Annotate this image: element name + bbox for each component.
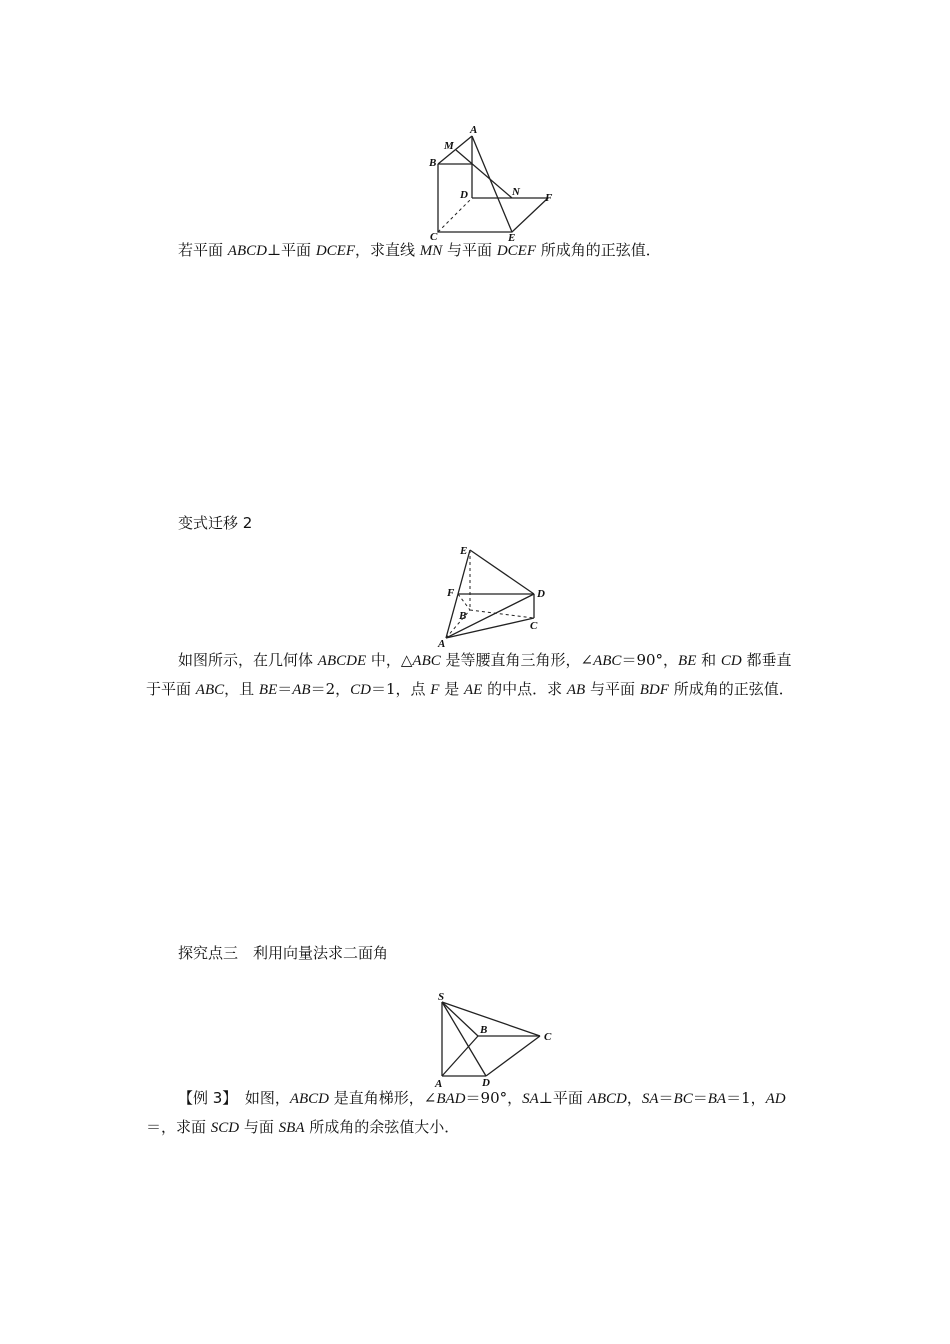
problem2-text: 如图所示，在几何体 ABCDE 中，△ABC 是等腰直角三角形，∠ABC＝90°，BE 和 CD 都垂直于平面 ABC，且 BE＝AB＝2，CD＝1，点 F 是 AE 的中点．求 AB 与平面 BDF 所成角的正弦值． xyxy=(146,651,794,698)
figure3-label-s: S xyxy=(438,991,445,1003)
figure2-label-c: C xyxy=(530,620,538,632)
figure3-label-a: A xyxy=(435,1078,443,1090)
figure2-label-d: D xyxy=(537,588,545,600)
figure1-label-d: D xyxy=(460,189,468,201)
figure-prism-mn xyxy=(420,120,560,242)
section-title-explore: 探究点三 利用向量法求二面角 xyxy=(178,944,389,962)
example3-text: 【例 3】 如图，ABCD 是直角梯形，∠BAD＝90°，SA⊥平面 ABCD，SA＝BC＝BA＝1，AD＝，求面 SCD 与面 SBA 所成角的余弦值大小． xyxy=(146,1089,786,1136)
figure1-label-f: F xyxy=(545,192,553,204)
figure3-label-d: D xyxy=(482,1077,490,1089)
figure-solid-abcde xyxy=(440,540,560,652)
figure2-label-f: F xyxy=(447,587,455,599)
figure-pyramid-sabcd xyxy=(430,988,560,1092)
figure1-label-n: N xyxy=(512,186,520,198)
problem1-text: 若平面 ABCD⊥平面 DCEF，求直线 MN 与平面 DCEF 所成角的正弦值． xyxy=(178,241,661,259)
figure1-label-c: C xyxy=(430,231,438,243)
figure2-label-e: E xyxy=(460,545,468,557)
example3-tag: 【例 3】 xyxy=(178,1089,230,1107)
figure3-label-c: C xyxy=(544,1031,552,1043)
figure1-label-a: A xyxy=(470,124,478,136)
figure1-label-m: M xyxy=(444,140,454,152)
section-title-variant: 变式迁移 2 xyxy=(178,514,253,532)
figure2-label-a: A xyxy=(438,638,446,650)
figure1-label-b: B xyxy=(429,157,437,169)
figure3-label-b: B xyxy=(480,1024,488,1036)
figure1-label-e: E xyxy=(508,232,516,244)
figure2-label-b: B xyxy=(459,610,467,622)
